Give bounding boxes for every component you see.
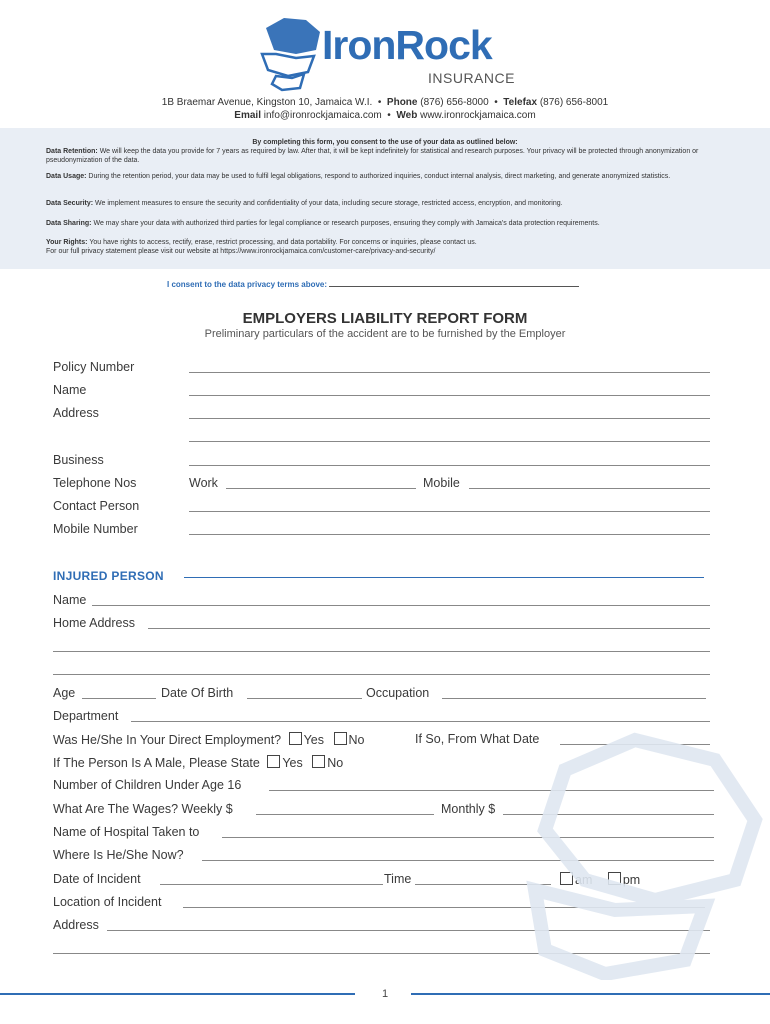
fax-label: Telefax [503,97,538,108]
privacy-statement: For our full privacy statement please visit our website at https://www.ironrockjamaica.com/customer-care/privacy-and-security/ [46,248,436,255]
retention-text: We will keep the data you provide for 7 years as required by law. After that, it will be kept indefinitely for statistical and research purposes. Your privacy will be protected through anonymization or pseudonymization of the data. [46,148,699,164]
policy-number-label: Policy Number [53,360,135,374]
injured-person-heading: INJURED PERSON [53,569,164,583]
name-field[interactable] [189,395,710,396]
contact-person-field[interactable] [189,511,710,512]
usage-text: During the retention period, your data may be used to fulfil legal obligations, respond to authorized inquiries, conduct internal analysis, direct marketing, and generate anonymized statistics. [88,173,671,180]
form-title: EMPLOYERS LIABILITY REPORT FORM [242,310,528,327]
hospital-label: Name of Hospital Taken to [53,825,200,839]
rights-text: You have rights to access, rectify, erase, restrict processing, and data portability. For concerns or inquiries, please contact us. [89,239,477,246]
employment-no-checkbox[interactable] [334,732,347,745]
email-value[interactable]: info@ironrockjamaica.com [263,110,382,121]
injured-name-field[interactable] [92,605,710,606]
consent-signature-line[interactable] [329,279,579,287]
footer-rule-left [0,993,355,995]
fax-value: (876) 656-8001 [539,97,609,108]
retention-label: Data Retention: [46,148,98,155]
injured-name-label: Name [53,593,87,607]
age-label: Age [53,686,76,700]
separator: • [387,110,391,121]
home-address-field-2[interactable] [53,651,710,652]
consent-row [167,279,579,289]
time-label: Time [384,872,412,886]
privacy-usage [46,172,726,181]
usage-label: Data Usage: [46,173,87,180]
security-label: Data Security: [46,200,94,207]
privacy-intro: By completing this form, you consent to the use of your data as outlined below: [252,139,518,146]
address-label: Address [53,406,99,420]
mobile-phone-field[interactable] [469,488,710,489]
wages-monthly-label: Monthly $ [441,802,496,816]
children-label: Number of Children Under Age 16 [53,778,242,792]
privacy-rights [46,238,726,247]
email-label: Email [234,110,261,121]
consent-label: I consent to the data privacy terms above: [167,280,328,289]
department-label: Department [53,709,119,723]
policy-number-field[interactable] [189,372,710,373]
male-label: If The Person Is A Male, Please State [53,756,260,770]
where-now-label: Where Is He/She Now? [53,848,184,862]
privacy-sharing [46,219,726,228]
address-field-1[interactable] [189,418,710,419]
page-number: 1 [381,988,389,1000]
home-address-field-3[interactable] [53,674,710,675]
privacy-retention [46,147,726,165]
web-label: Web [396,110,418,121]
address-text: 1B Braemar Avenue, Kingston 10, Jamaica W.I. [161,97,373,108]
direct-employment-row [53,732,364,747]
dob-field[interactable] [247,698,362,699]
employment-yes-label: Yes [303,733,325,747]
company-contact-line [0,110,770,121]
age-field[interactable] [82,698,156,699]
male-yes-checkbox[interactable] [267,755,280,768]
phone-label: Phone [386,97,418,108]
employment-yes-checkbox[interactable] [289,732,302,745]
work-label: Work [189,476,218,490]
web-value[interactable]: www.ironrockjamaica.com [420,110,536,121]
mobile-number-field[interactable] [189,534,710,535]
wages-weekly-field[interactable] [256,814,434,815]
pm-label: pm [622,873,641,887]
location-label: Location of Incident [53,895,162,909]
date-incident-label: Date of Incident [53,872,141,886]
mobile-number-label: Mobile Number [53,522,138,536]
rights-label: Your Rights: [46,239,88,246]
am-label: am [575,873,593,887]
occupation-label: Occupation [366,686,430,700]
company-address-line [0,97,770,108]
date-incident-field[interactable] [160,884,383,885]
direct-employment-label: Was He/She In Your Direct Employment? [53,733,282,747]
mobile-label: Mobile [423,476,460,490]
occupation-field[interactable] [442,698,706,699]
form-subtitle: Preliminary particulars of the accident are to be furnished by the Employer [204,328,566,340]
phone-value: (876) 656-8000 [420,97,489,108]
work-phone-field[interactable] [226,488,416,489]
home-address-label: Home Address [53,616,135,630]
privacy-notice-panel [0,128,770,269]
footer-rule-right [411,993,770,995]
name-label: Name [53,383,87,397]
from-date-label: If So, From What Date [415,732,540,746]
employment-no-label: No [348,733,365,747]
section-divider [184,577,704,578]
separator: • [494,97,498,108]
security-text: We implement measures to ensure the security and confidentiality of your data, including secure storage, restricted access, encryption, and monitoring. [95,200,563,207]
separator: • [377,97,382,108]
home-address-field-1[interactable] [148,628,710,629]
sharing-label: Data Sharing: [46,220,92,227]
telephone-label: Telephone Nos [53,476,137,490]
business-label: Business [53,453,104,467]
dob-label: Date Of Birth [161,686,234,700]
privacy-security [46,199,726,208]
male-no-label: No [327,756,344,770]
incident-address-label: Address [53,918,99,932]
male-yes-label: Yes [282,756,303,770]
wages-weekly-label: What Are The Wages? Weekly $ [53,802,233,816]
address-field-2[interactable] [189,441,710,442]
male-row [53,755,343,770]
male-no-checkbox[interactable] [312,755,325,768]
department-field[interactable] [131,721,710,722]
business-field[interactable] [189,465,710,466]
rock-watermark-icon [505,730,765,980]
logo-wordmark: IronRock [322,22,492,68]
logo-subtitle: INSURANCE [428,70,515,86]
sharing-text: We may share your data with authorized third parties for legal compliance or research purposes, ensuring they comply with Jamaica's data protection requirements. [93,220,600,227]
contact-person-label: Contact Person [53,499,140,513]
